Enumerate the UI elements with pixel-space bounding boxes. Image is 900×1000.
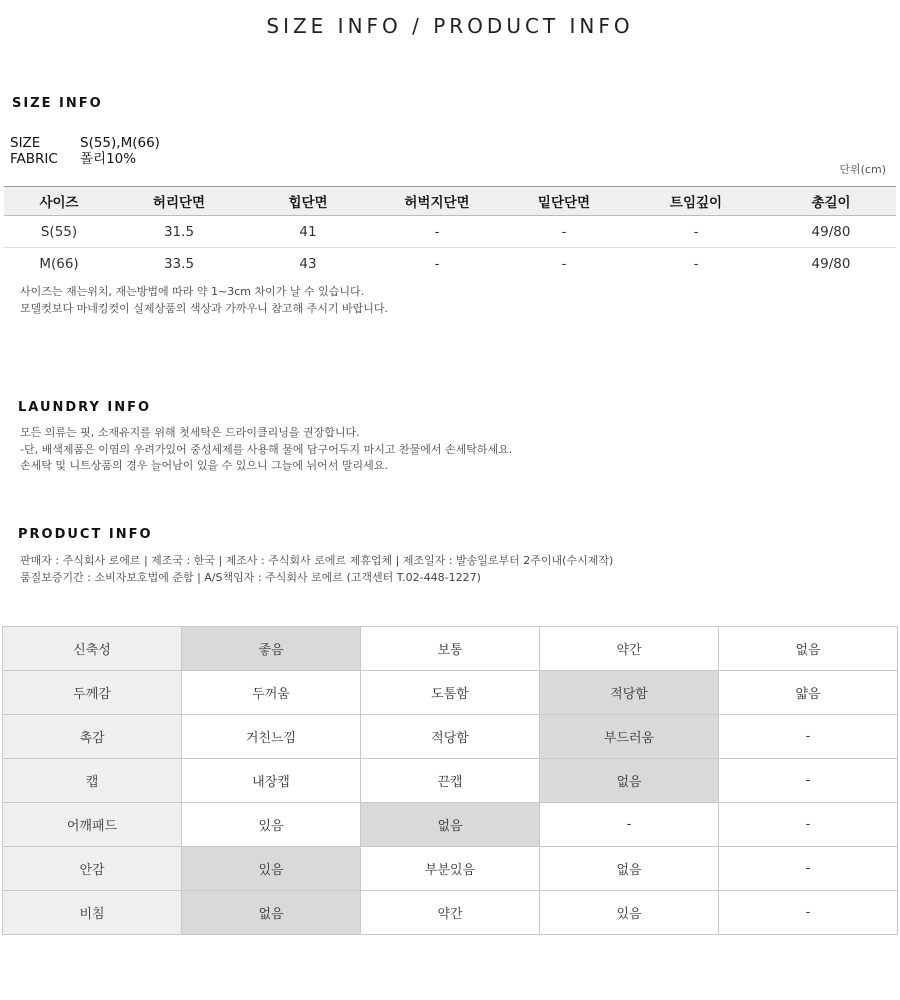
attribute-option: -: [719, 847, 898, 891]
laundry-line: 손세탁 및 니트상품의 경우 늘어남이 있을 수 있으니 그늘에 뉘어서 말리세요.: [20, 459, 388, 472]
product-line: 판매자 : 주식회사 로에르 | 제조국 : 한국 | 제조사 : 주식회사 로에르 제휴업체 | 제조일자 : 발송일로부터 2주이내(수시제작): [20, 554, 614, 567]
attribute-row: [3, 803, 898, 847]
laundry-line: 모든 의류는 핏, 소재유지를 위해 첫세탁은 드라이클리닝을 권장합니다.: [20, 426, 360, 439]
attribute-option: 있음: [182, 803, 361, 847]
attribute-option: 약간: [361, 891, 540, 935]
table-cell: 49/80: [811, 255, 851, 272]
table-cell: 33.5: [163, 255, 195, 272]
attribute-row: [3, 759, 898, 803]
attribute-option: -: [719, 715, 898, 759]
table-cell: S(55): [4, 216, 114, 248]
table-cell: -: [502, 216, 626, 248]
attribute-row: [3, 847, 898, 891]
size-value: S(55),M(66): [80, 135, 160, 151]
table-cell: 41: [244, 216, 372, 248]
product-line: 품질보증기간 : 소비자보호법에 준함 | A/S책임자 : 주식회사 로에르 (고객센터 T.02-448-1227): [20, 570, 481, 584]
col-header: 허리단면: [114, 187, 244, 216]
table-cell: -: [561, 255, 567, 272]
attribute-option: -: [719, 891, 898, 935]
page-title: SIZE INFO / PRODUCT INFO: [266, 14, 634, 38]
attribute-option: -: [719, 803, 898, 847]
attribute-label: 두께감: [3, 671, 182, 715]
laundry-info-heading: LAUNDRY INFO: [18, 400, 152, 415]
attribute-row: [3, 627, 898, 671]
size-table: [4, 186, 896, 280]
laundry-line: -단, 배색제품은 이염의 우려가있어 중성세제를 사용해 물에 담구어두지 마시고 찬물에서 손세탁하세요.: [20, 442, 513, 456]
table-cell: -: [434, 255, 440, 272]
table-cell: 43: [299, 255, 317, 272]
table-row: [4, 216, 896, 248]
attribute-option-selected: 있음: [182, 847, 361, 891]
col-header: 밑단단면: [502, 187, 626, 216]
table-cell: M(66): [39, 255, 79, 272]
col-header: 허벅지단면: [372, 187, 502, 216]
attribute-option: 적당함: [361, 715, 540, 759]
col-header: 힙단면: [244, 187, 372, 216]
col-header: 트임깊이: [626, 187, 766, 216]
size-table-header: [4, 187, 896, 216]
attribute-label: 캡: [3, 759, 182, 803]
size-note-line: 사이즈는 재는위치, 재는방법에 따라 약 1~3cm 차이가 날 수 있습니다.: [20, 285, 365, 298]
product-text: [20, 553, 613, 586]
col-header: 총길이: [766, 187, 896, 216]
fabric-attribute-table: [2, 626, 898, 935]
attribute-row: [3, 715, 898, 759]
laundry-text: [20, 425, 512, 475]
attribute-label: 촉감: [3, 715, 182, 759]
size-meta-row: [10, 135, 160, 151]
attribute-option: 끈캡: [361, 759, 540, 803]
attribute-option: 없음: [719, 627, 898, 671]
table-row: [4, 248, 896, 280]
fabric-value: 폴리10%: [80, 151, 137, 167]
table-cell: -: [626, 216, 766, 248]
attribute-option-selected: 없음: [540, 759, 719, 803]
attribute-row: [3, 891, 898, 935]
attribute-option: 보통: [361, 627, 540, 671]
size-notes: [20, 284, 388, 317]
table-cell: -: [372, 216, 502, 248]
attribute-label: 안감: [3, 847, 182, 891]
attribute-option: 거친느낌: [182, 715, 361, 759]
attribute-option: 도톰함: [361, 671, 540, 715]
attribute-option: 두꺼움: [182, 671, 361, 715]
attribute-option-selected: 적당함: [540, 671, 719, 715]
fabric-key: FABRIC: [10, 151, 58, 167]
attribute-label: 어깨패드: [3, 803, 182, 847]
table-cell: 31.5: [114, 216, 244, 248]
size-info-heading: SIZE INFO: [12, 96, 103, 111]
attribute-option: 얇음: [719, 671, 898, 715]
size-key: SIZE: [10, 135, 41, 151]
attribute-option: 없음: [540, 847, 719, 891]
size-note-line: 모델컷보다 마네킹컷이 실제상품의 색상과 가까우니 참고해 주시기 바랍니다.: [20, 301, 389, 315]
attribute-option: 내장캡: [182, 759, 361, 803]
attribute-label: 신축성: [3, 627, 182, 671]
attribute-row: [3, 671, 898, 715]
attribute-option-selected: 없음: [361, 803, 540, 847]
attribute-option: 약간: [540, 627, 719, 671]
attribute-option-selected: 없음: [182, 891, 361, 935]
attribute-option: -: [540, 803, 719, 847]
attribute-option: 부분있음: [361, 847, 540, 891]
product-info-heading: PRODUCT INFO: [18, 527, 153, 542]
table-cell: 49/80: [766, 216, 896, 248]
col-header: 사이즈: [4, 187, 114, 216]
table-cell: -: [693, 255, 699, 272]
unit-label: 단위(cm): [839, 163, 886, 176]
attribute-option: 있음: [540, 891, 719, 935]
attribute-option-selected: 부드러움: [540, 715, 719, 759]
attribute-label: 비침: [3, 891, 182, 935]
fabric-meta-row: [10, 151, 136, 167]
attribute-option-selected: 좋음: [182, 627, 361, 671]
attribute-option: -: [719, 759, 898, 803]
